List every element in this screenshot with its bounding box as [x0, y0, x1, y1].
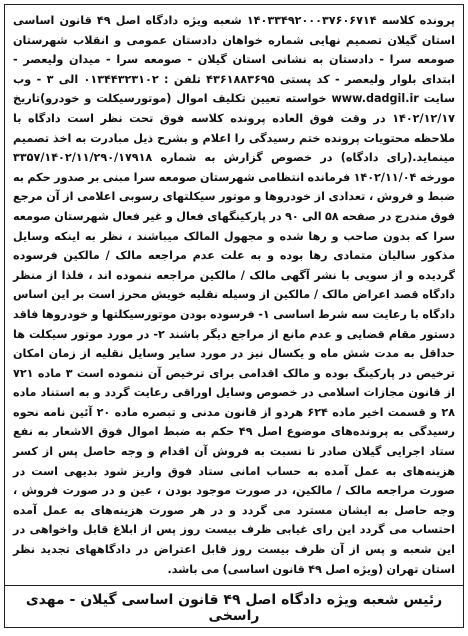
notice-body: پرونده کلاسه ۱۴۰۳۳۴۹۲۰۰۰۳۷۶۰۶۷۱۴ شعبه ویژه دادگاه اصل ۴۹ قانون اساسی استان گیلان تصمیم نهایی شماره خواهان دادستان عمومی و انقلاب شهرستان صومعه سرا - دادستان به نشانی استان گیلان - صومعه سرا - میدان ولیعصر - ابتدای بلوار ولیعصر - کد پستی ۴۳۶۱۸۸۳۶۹۵ تلفن : ۰۱۳۴۴۳۲۳۱۰۲ الی ۳ - وب سایت www.dadgil.ir خواسته تعیین تکلیف اموال (موتورسیکلت و خودرو)تاریخ ۱۴۰۲/۱۲/۱۷ در وقت فوق العاده پرونده کلاسه فوق تحت نظر است دادگاه با ملاحظه محتویات پرونده ختم رسیدگی را اعلام و بشرح ذیل مبادرت به اخذ تصمیم مینماید.(رای دادگاه) در خصوص گزارش به شماره ۳۳۵۷/۱۴۰۲/۱۱/۲۹۰/۱۷۹۱۸ مورخه ۱۴۰۲/۱۱/۰۴ فرمانده انتظامی شهرستان صومعه سرا مبنی بر صدور حکم به ضبط و فروش ، تعدادی از خودروها و موتور سیکلتهای رسوبی اعلامی از آن مرجع فوق مندرج در صفحه ۵۸ الی ۹۰ در پارکینگهای فعال و غیر فعال شهرستان صومعه سرا که بدون صاحب و رها شده و مجهول المالک میباشند ، نظر به اینکه وسایل مذکور سالیان متمادی رها بوده و به علت عدم مراجعه مالک / مالکین فرسوده گردیده و از سویی با نشر آگهی مالک / مالکین مراجعه ننموده اند ، فلذا از منظر دادگاه قصد اعراض مالک / مالکین از وسیله نقلیه خویش محرز است بر این اساس دادگاه با رعایت سه شرط اساسی ۱- فرسوده بودن موتورسیکلتها و خودروها فاقد دستور مقام قضایی و عدم مانع از مراجع دیگر باشند ۲- در مورد موتور سیکلت ها حداقل به مدت شش ماه و یکسال نیز در مورد سایر وسایل نقلیه از زمان امکان ترخیص در پارکینگ بوده و مالک اقدامی برای ترخیص آن ننموده است ۳ ماده ۷۲۱ از قانون مجازات اسلامی در خصوص وسایل اوراقی رعایت گردد و به استناد ماده ۲۸ و قسمت اخیر ماده ۶۲۴ هردو از قانون مدنی و تبصره ماده ۲۰ آئین نامه نحوه رسیدگی به پرونده‌های موضوع اصل ۴۹ حکم به ضبط اموال فوق الاشعار به نفع ستاد اجرایی گیلان صادر تا نسبت به فروش آن اقدام و وجه حاصل پس از کسر هزینه‌های به عمل آمده به حساب امانی ستاد فوق واریز شود بدیهی است در صورت مراجعه مالک / مالکین، در صورت موجود بودن ، عین و در صورت فروش ، وجه حاصل به ایشان مسترد می گردد و در هر صورت هزینه‌های به عمل آمده احتساب می گردد این رای غیابی ظرف بیست روز پس از ابلاغ قابل واخواهی در این شعبه و پس از آن ظرف بیست روز قابل اعتراض در دادگاههای تجدید نظر استان تهران (ویژه اصل ۴۹ قانون اساسی) می باشد. [13, 14, 456, 576]
signature-line: رئیس شعبه ویژه دادگاه اصل ۴۹ قانون اساسی گیلان - مهدی راسخی [25, 592, 443, 625]
divider [5, 585, 463, 586]
legal-notice [4, 4, 464, 628]
